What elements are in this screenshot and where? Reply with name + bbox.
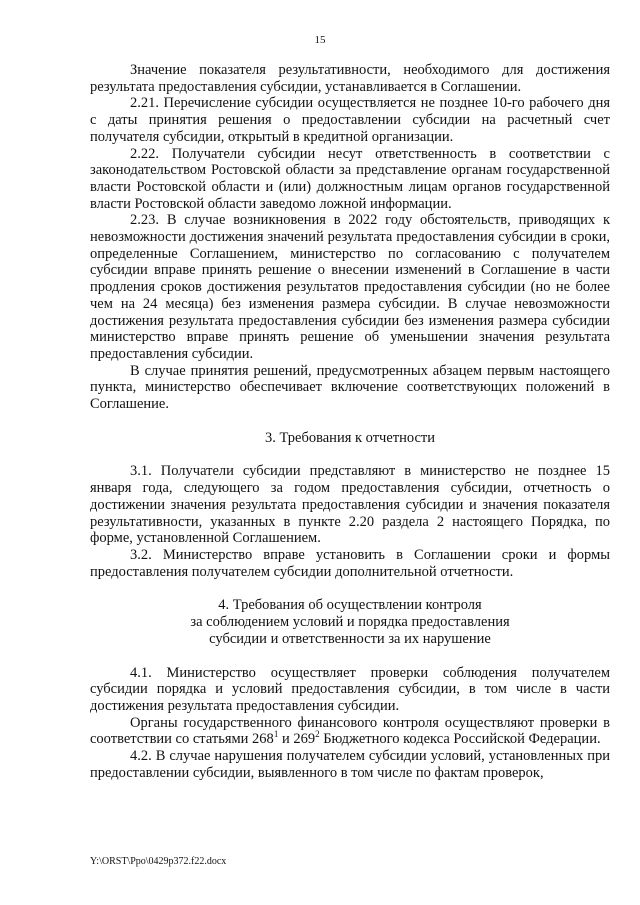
- section-4-title-line-1: 4. Требования об осуществлении контроля: [218, 597, 482, 614]
- section-4-title-line-2: за соблюдением условий и порядка предоставления: [190, 614, 510, 631]
- paragraph-3-1: 3.1. Получатели субсидии представляют в министерство не позднее 15 января года, следующего за годом предоставления субсидии, отчетность о достижении значения результата предоставления субсидии и значения показателя результативности, указанных в пункте 2.20 раздела 2 настоящего Порядка, по форме, установленной Соглашением.: [90, 463, 610, 547]
- financial-control-text-middle: и 269: [278, 731, 316, 748]
- page-number: 15: [314, 34, 326, 46]
- file-path-footer: Y:\ORST\Ppo\0429p372.f22.docx: [90, 856, 227, 867]
- section-4-heading: [90, 597, 610, 647]
- section-3-heading: [90, 430, 610, 447]
- document-body: [90, 62, 610, 781]
- section-3-title: 3. Требования к отчетности: [264, 429, 436, 446]
- article-269-superscript: 2: [315, 729, 320, 740]
- paragraph-2-23-second: В случае принятия решений, предусмотренных абзацем первым настоящего пункта, министерство обеспечивает включение соответствующих положений в Соглашение.: [90, 362, 610, 413]
- paragraph-4-1: 4.1. Министерство осуществляет проверки соблюдения получателем субсидии порядка и условий предоставления субсидии, в том числе в части достижения результата предоставления субсидии.: [90, 664, 610, 714]
- paragraph-2-21: 2.21. Перечисление субсидии осуществляется не позднее 10-го рабочего дня с даты принятия решения о предоставлении субсидии на расчетный счет получателя субсидии, открытый в кредитной организации.: [90, 95, 610, 145]
- paragraph-financial-control: [90, 715, 610, 748]
- section-4-title-line-3: субсидии и ответственности за их нарушение: [209, 630, 491, 647]
- paragraph-3-2: 3.2. Министерство вправе установить в Соглашении сроки и формы предоставления получателем субсидии дополнительной отчетности.: [90, 546, 610, 580]
- financial-control-text-start: Органы государственного финансового контроля осуществляют проверки в соответствии со статьями 268: [90, 714, 610, 748]
- paragraph-4-2: 4.2. В случае нарушения получателем субсидии условий, установленных при предоставлении субсидии, выявленного в том числе по фактам проверок,: [90, 748, 610, 781]
- paragraph-2-23: 2.23. В случае возникновения в 2022 году обстоятельств, приводящих к невозможности достижения значений результата предоставления субсидии в сроки, определенные Соглашением, министерство по согласованию с получателем субсидии вправе принять решение о внесении изменений в Соглашение в части продления сроков достижения результатов предоставления субсидии (но не более чем на 24 месяца) без изменения размера субсидии. В случае невозможности достижения результата предоставления субсидии без изменения размера субсидии министерство вправе принять решение об уменьшении значения результата предоставления субсидии.: [90, 212, 610, 362]
- paragraph-2-22: 2.22. Получатели субсидии несут ответственность в соответствии с законодательством Ростовской области за представление органам государственной власти Ростовской области и (или) должностным лицам органов государственной власти Ростовской области заведомо ложной информации.: [90, 145, 610, 212]
- financial-control-text-end: Бюджетного кодекса Российской Федерации.: [319, 731, 601, 748]
- article-268-superscript: 1: [273, 729, 279, 740]
- paragraph-performance-indicator: Значение показателя результативности, необходимого для достижения результата предоставления субсидии, устанавливается в Соглашении.: [90, 62, 610, 95]
